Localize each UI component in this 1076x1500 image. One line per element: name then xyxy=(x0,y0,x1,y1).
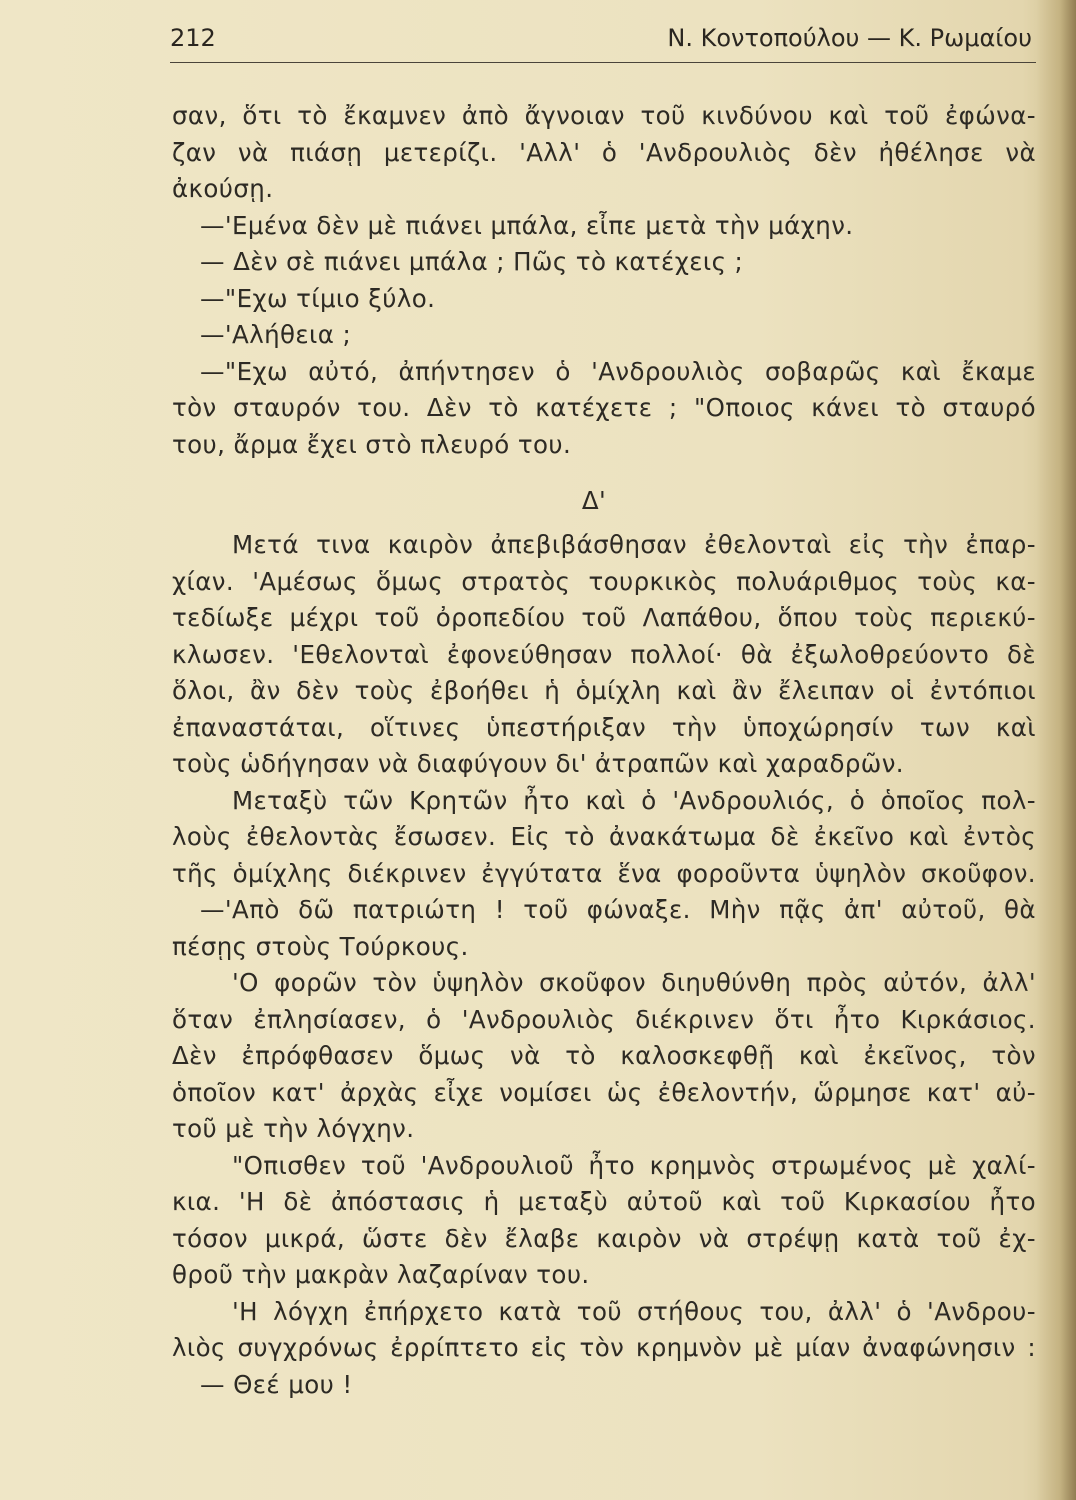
text-line: "Οπισθεν τοῦ 'Ανδρουλιοῦ ἦτο κρημνὸς στρωμένος μὲ χαλί- xyxy=(232,1150,1036,1180)
text-line: τεδίωξε μέχρι τοῦ ὀροπεδίου τοῦ Λαπάθου, ὅπου τοὺς περιεκύ- xyxy=(172,603,1036,632)
section-heading: Δ' xyxy=(581,486,607,515)
text-line: Μεταξὺ τῶν Κρητῶν ἦτο καὶ ὁ 'Ανδρουλιός, ὁ ὁποῖος πολ- xyxy=(232,785,1036,815)
text-line: — Δὲν σὲ πιάνει μπάλα ; Πῶς τὸ κατέχεις ; xyxy=(200,247,744,276)
text-line: τῆς ὁμίχλης διέκρινεν ἐγγύτατα ἕνα φοροῦντα ὑψηλὸν σκοῦφον. xyxy=(172,858,1036,888)
text-line: —"Εχω τίμιο ξύλο. xyxy=(200,283,436,313)
text-line: τόσον μικρά, ὥστε δὲν ἔλαβε καιρὸν νὰ στρέψῃ κατὰ τοῦ ἐχ- xyxy=(172,1223,1036,1253)
text-line: του, ἄρμα ἔχει στὸ πλευρό του. xyxy=(172,429,572,459)
text-line: ἐπαναστάται, οἵτινες ὑπεστήριξαν τὴν ὑποχώρησίν των καὶ xyxy=(172,712,1036,742)
running-head: Ν. Κοντοπούλου — Κ. Ρωμαίου xyxy=(667,24,1032,52)
text-line: σαν, ὅτι τὸ ἔκαμνεν ἀπὸ ἄγνοιαν τοῦ κινδύνου καὶ τοῦ ἐφώνα- xyxy=(172,101,1036,130)
text-line: Δὲν ἐπρόφθασεν ὅμως νὰ τὸ καλοσκεφθῇ καὶ ἐκεῖνος, τὸν xyxy=(172,1041,1036,1070)
text-line: — Θεέ μου ! xyxy=(200,1369,353,1399)
text-line: πέσῃς στοὺς Τούρκους. xyxy=(172,931,469,961)
text-line: τοὺς ὡδήγησαν νὰ διαφύγουν δι' ἀτραπῶν καὶ χαραδρῶν. xyxy=(172,749,904,778)
text-line: κλωσεν. 'Εθελονταὶ ἐφονεύθησαν πολλοί· θὰ ἐξωλοθρεύοντο δὲ xyxy=(172,639,1036,669)
body-text xyxy=(172,98,1036,1403)
text-line: —'Απὸ δῶ πατριώτη ! τοῦ φώναξε. Μὴν πᾷς ἀπ' αὐτοῦ, θὰ xyxy=(200,895,1036,924)
text-line: ὅλοι, ἂν δὲν τοὺς ἐβοήθει ἡ ὁμίχλη καὶ ἂν ἔλειπαν οἱ ἐντόπιοι xyxy=(172,676,1036,705)
text-line: Μετά τινα καιρὸν ἀπεβιβάσθησαν ἐθελονταὶ εἰς τὴν ἐπαρ- xyxy=(232,530,1036,559)
text-line: 'Ο φορῶν τὸν ὑψηλὸν σκοῦφον διηυθύνθη πρὸς αὐτόν, ἀλλ' xyxy=(232,968,1036,997)
text-line: ὁποῖον κατ' ἀρχὰς εἶχε νομίσει ὡς ἐθελοντήν, ὥρμησε κατ' αὐ- xyxy=(172,1077,1036,1107)
text-line: —'Εμένα δὲν μὲ πιάνει μπάλα, εἶπε μετὰ τὴν μάχην. xyxy=(200,210,854,240)
text-line: 'Η λόγχη ἐπήρχετο κατὰ τοῦ στήθους του, ἀλλ' ὁ 'Ανδρου- xyxy=(232,1296,1036,1326)
text-line: —'Αλήθεια ; xyxy=(200,320,352,349)
page-number: 212 xyxy=(170,24,216,52)
page-header xyxy=(170,24,1036,58)
spacer xyxy=(172,463,1036,479)
text-line: κια. 'Η δὲ ἀπόστασις ἡ μεταξὺ αὐτοῦ καὶ τοῦ Κιρκασίου ἦτο xyxy=(172,1187,1036,1216)
text-line: τὸν σταυρόν του. Δὲν τὸ κατέχετε ; "Οποιος κάνει τὸ σταυρό xyxy=(172,393,1036,422)
text-line: ἀκούσῃ. xyxy=(172,174,274,203)
text-line: λοὺς ἐθελοντὰς ἔσωσεν. Εἰς τὸ ἀνακάτωμα δὲ ἐκεῖνο καὶ ἐντὸς xyxy=(172,822,1036,851)
text-line: λιὸς συγχρόνως ἐρρίπτετο εἰς τὸν κρημνὸν μὲ μίαν ἀναφώνησιν : xyxy=(172,1333,1036,1362)
page-edge-shadow xyxy=(1036,0,1076,1500)
text-line: χίαν. 'Αμέσως ὅμως στρατὸς τουρκικὸς πολυάριθμος τοὺς κα- xyxy=(172,566,1036,596)
header-rule xyxy=(170,62,1036,63)
text-line: ζαν νὰ πιάσῃ μετερίζι. 'Αλλ' ὁ 'Ανδρουλιὸς δὲν ἠθέλησε νὰ xyxy=(172,137,1036,167)
text-line: θροῦ τὴν μακρὰν λαζαρίναν του. xyxy=(172,1260,590,1289)
text-line: —"Εχω αὐτό, ἀπήντησεν ὁ 'Ανδρουλιὸς σοβαρῶς καὶ ἔκαμε xyxy=(200,356,1036,386)
text-line: τοῦ μὲ τὴν λόγχην. xyxy=(172,1114,415,1143)
text-line: ὅταν ἐπλησίασεν, ὁ 'Ανδρουλιὸς διέκρινεν ὅτι ἦτο Κιρκάσιος. xyxy=(172,1004,1036,1034)
